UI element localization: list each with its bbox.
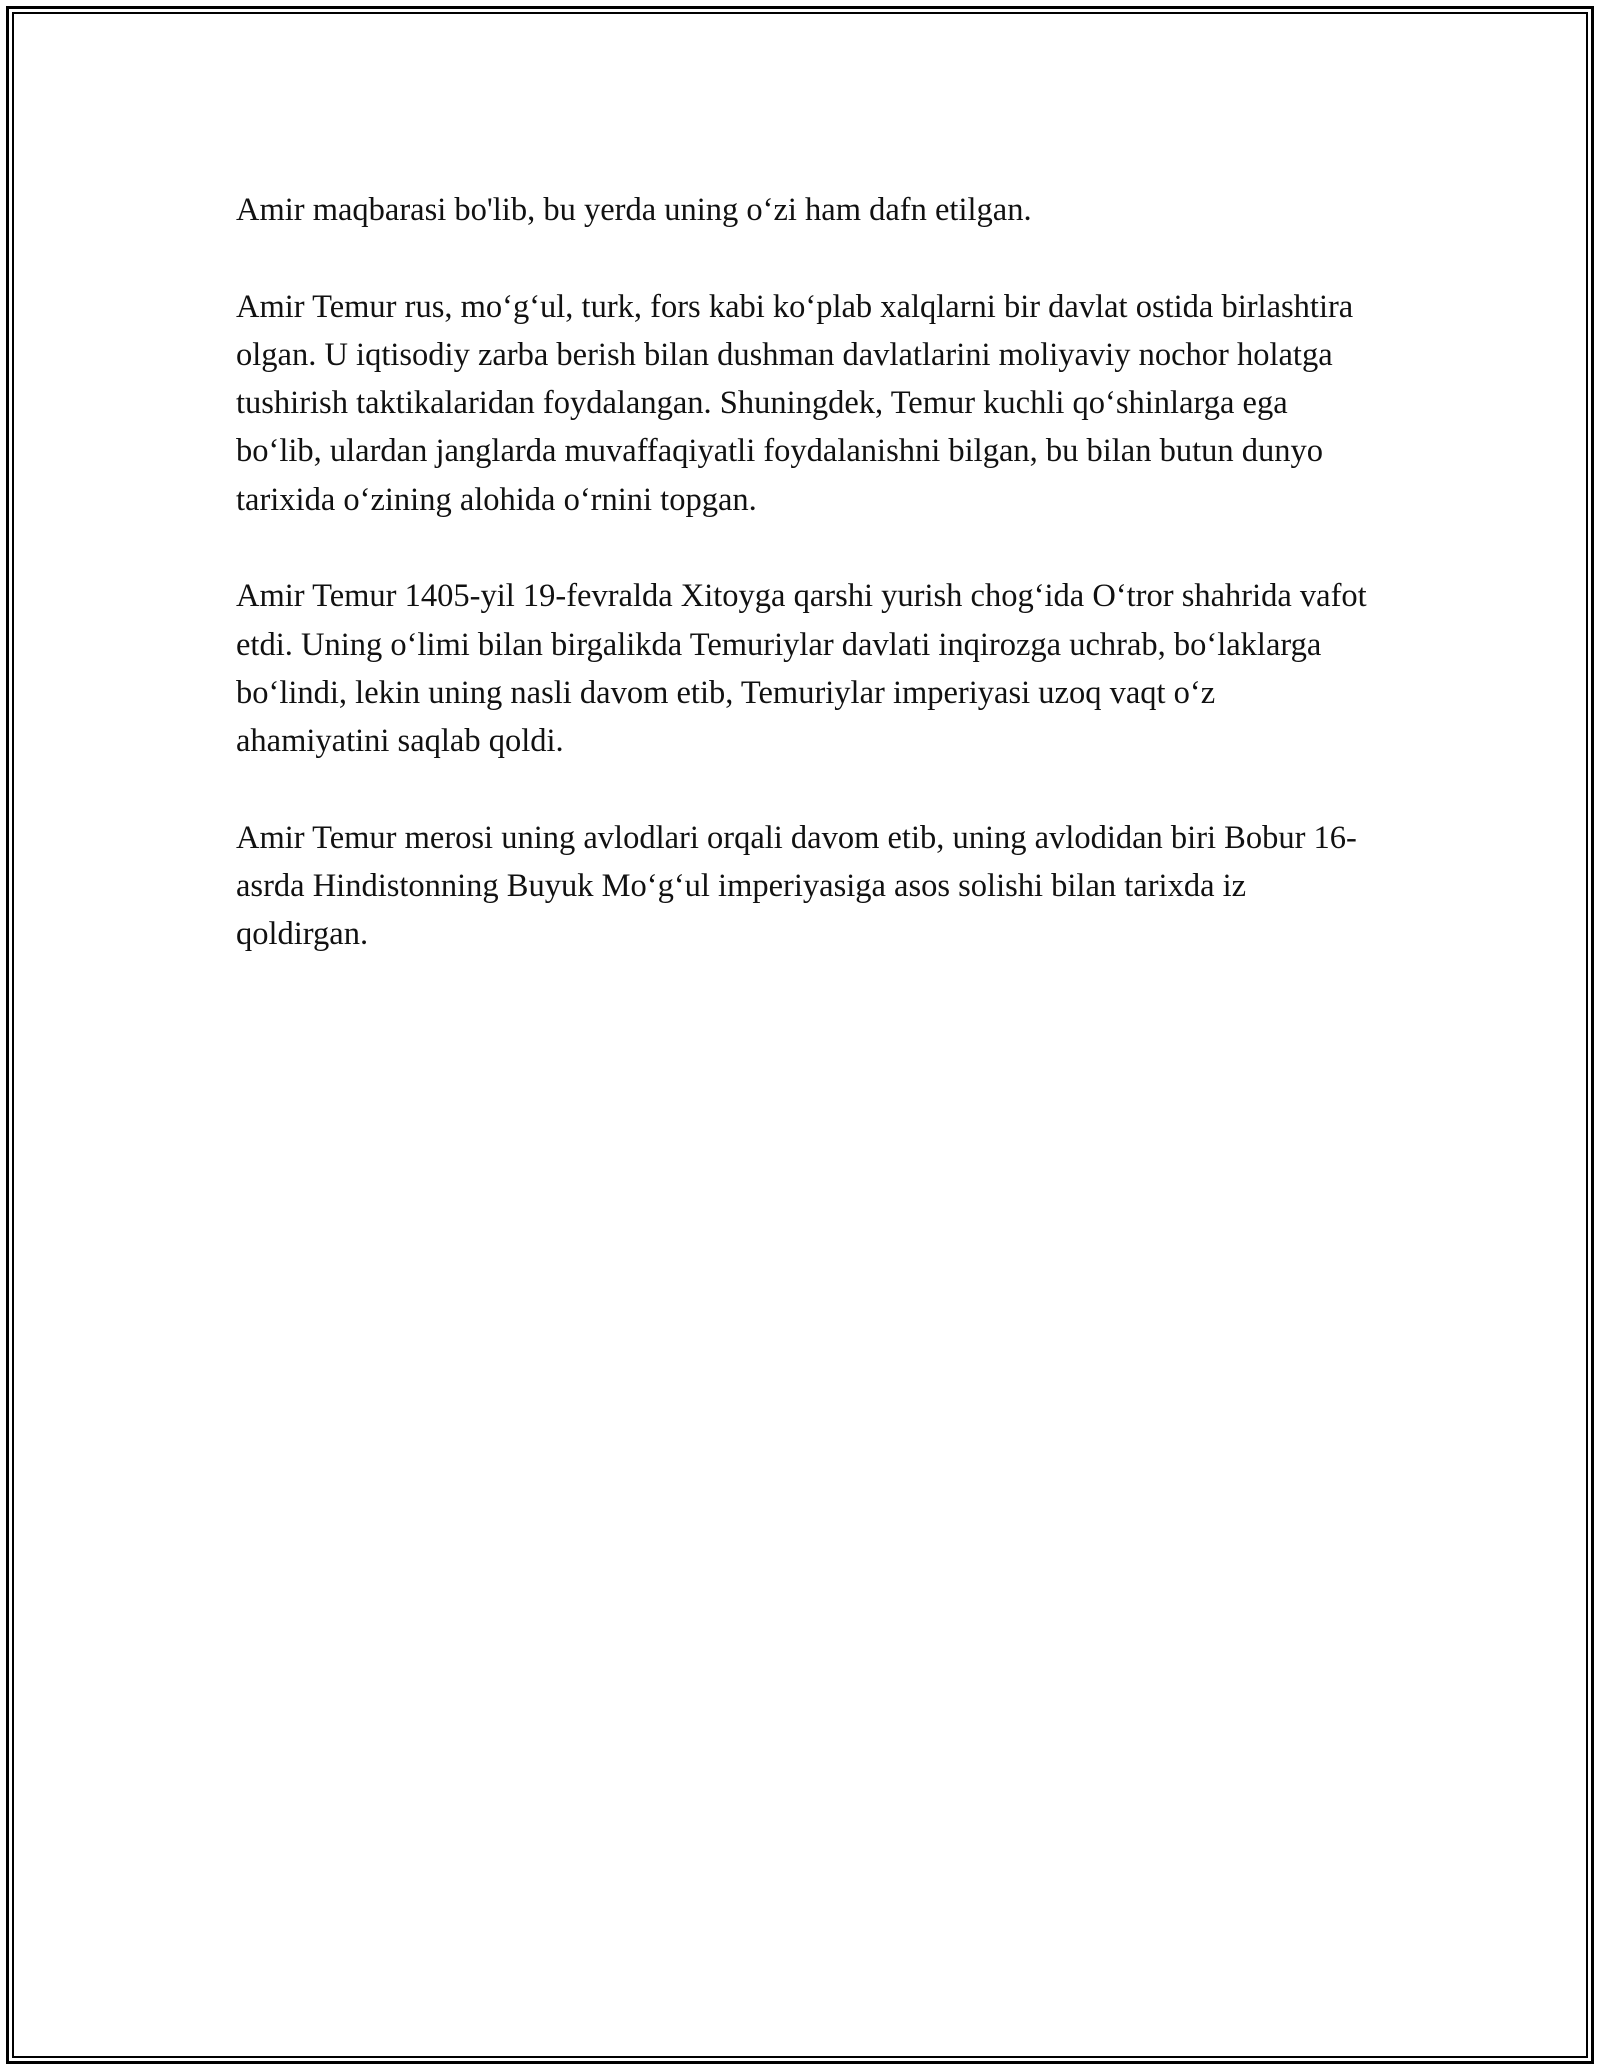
paragraph: Amir Temur 1405-yil 19-fevralda Xitoyga qarshi yurish chog‘ida O‘tror shahrida vafot etdi. Uning o‘limi bilan birgalikda Temuriylar davlati inqirozga uchrab, bo‘laklarga bo‘lindi, lekin uning nasli davom etib, Temuriylar imperiyasi uzoq vaqt o‘z ahamiyatini saqlab qoldi. (236, 578, 1367, 760)
paragraph: Amir maqbarasi bo'lib, bu yerda uning o‘zi ham dafn etilgan. (236, 192, 1032, 228)
document-body (236, 186, 1376, 1007)
paragraph: Amir Temur rus, mo‘g‘ul, turk, fors kabi ko‘plab xalqlarni bir davlat ostida birlashtira olgan. U iqtisodiy zarba berish bilan dushman davlatlarini moliyaviy nochor holatga tushirish taktikalaridan foydalangan. Shuningdek, Temur kuchli qo‘shinlarga ega bo‘lib, ulardan janglarda muvaffaqiyatli foydalanishni bilgan, bu bilan butun dunyo tarixida o‘zining alohida o‘rnini topgan. (236, 288, 1354, 518)
paragraph: Amir Temur merosi uning avlodlari orqali davom etib, uning avlodidan biri Bobur 16-asrda Hindistonning Buyuk Mo‘g‘ul imperiyasiga asos solishi bilan tarixda iz qoldirgan. (236, 819, 1357, 953)
